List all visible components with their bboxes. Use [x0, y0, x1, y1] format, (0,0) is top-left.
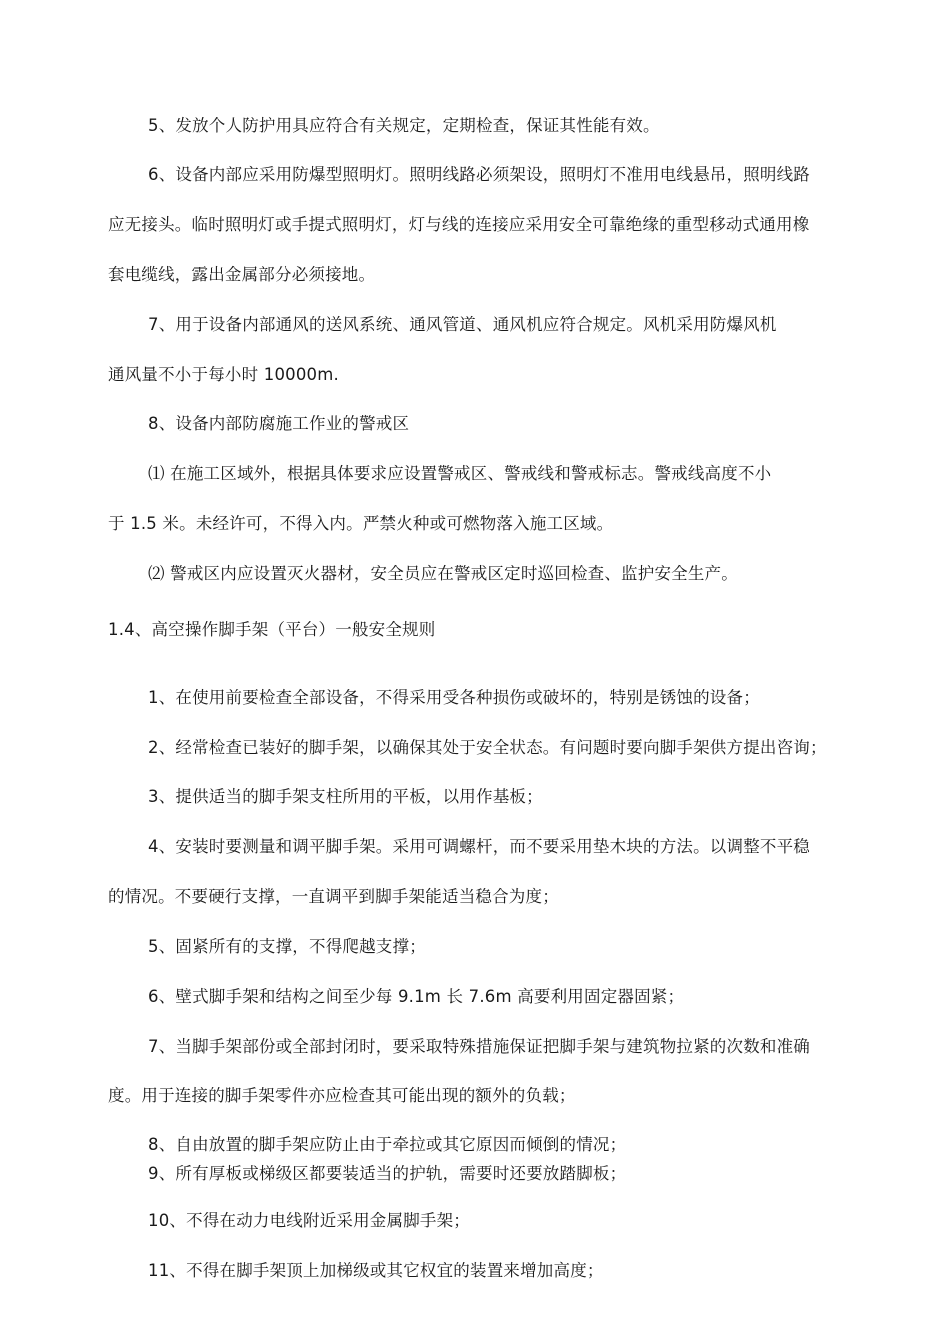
- rule-10: 10、不得在动力电线附近采用金属脚手架；: [148, 1211, 470, 1230]
- item-7-ventilation-line-1: 7、用于设备内部通风的送风系统、通风管道、通风机应符合规定。风机采用防爆风机: [148, 315, 777, 334]
- rule-3: 3、提供适当的脚手架支柱所用的平板，以用作基板；: [148, 787, 543, 806]
- rule-9: 9、所有厚板或梯级区都要装适当的护轨，需要时还要放踏脚板；: [148, 1164, 627, 1183]
- sub-item-1-line-1: ⑴ 在施工区域外，根据具体要求应设置警戒区、警戒线和警戒标志。警戒线高度不小: [148, 464, 772, 483]
- item-8-warning-zone: 8、设备内部防腐施工作业的警戒区: [148, 414, 410, 433]
- rule-6: 6、壁式脚手架和结构之间至少每 9.1m 长 7.6m 高要利用固定器固紧；: [148, 987, 685, 1006]
- rule-5: 5、固紧所有的支撑，不得爬越支撑；: [148, 937, 426, 956]
- item-6-lighting-line-1: 6、设备内部应采用防爆型照明灯。照明线路必须架设，照明灯不准用电线悬吊，照明线路: [148, 165, 810, 184]
- sub-item-1-line-2: 于 1.5 米。未经许可，不得入内。严禁火种或可燃物落入施工区域。: [108, 514, 614, 533]
- rule-7-line-2: 度。用于连接的脚手架零件亦应检查其可能出现的额外的负载；: [108, 1086, 576, 1105]
- rule-7-line-1: 7、当脚手架部份或全部封闭时，要采取特殊措施保证把脚手架与建筑物拉紧的次数和准确: [148, 1037, 810, 1056]
- rule-2: 2、经常检查已装好的脚手架，以确保其处于安全状态。有问题时要向脚手架供方提出咨询；: [148, 738, 827, 757]
- section-heading-1-4: 1.4、高空操作脚手架（平台）一般安全规则: [108, 620, 436, 639]
- rule-4-line-1: 4、安装时要测量和调平脚手架。采用可调螺杆，而不要采用垫木块的方法。以调整不平稳: [148, 837, 810, 856]
- rule-11: 11、不得在脚手架顶上加梯级或其它权宜的装置来增加高度；: [148, 1261, 604, 1280]
- rule-8: 8、自由放置的脚手架应防止由于牵拉或其它原因而倾倒的情况；: [148, 1135, 627, 1154]
- rule-1: 1、在使用前要检查全部设备，不得采用受各种损伤或破坏的，特别是锈蚀的设备；: [148, 688, 760, 707]
- item-7-ventilation-line-2: 通风量不小于每小时 10000m.: [108, 365, 339, 384]
- item-6-lighting-line-3: 套电缆线，露出金属部分必须接地。: [108, 265, 376, 284]
- item-6-lighting-line-2: 应无接头。临时照明灯或手提式照明灯，灯与线的连接应采用安全可靠绝缘的重型移动式通用橡: [108, 215, 810, 234]
- rule-4-line-2: 的情况。不要硬行支撑，一直调平到脚手架能适当稳合为度；: [108, 887, 559, 906]
- sub-item-2: ⑵ 警戒区内应设置灭火器材，安全员应在警戒区定时巡回检查、监护安全生产。: [148, 564, 738, 583]
- item-5-ppe: 5、发放个人防护用具应符合有关规定，定期检查，保证其性能有效。: [148, 116, 660, 135]
